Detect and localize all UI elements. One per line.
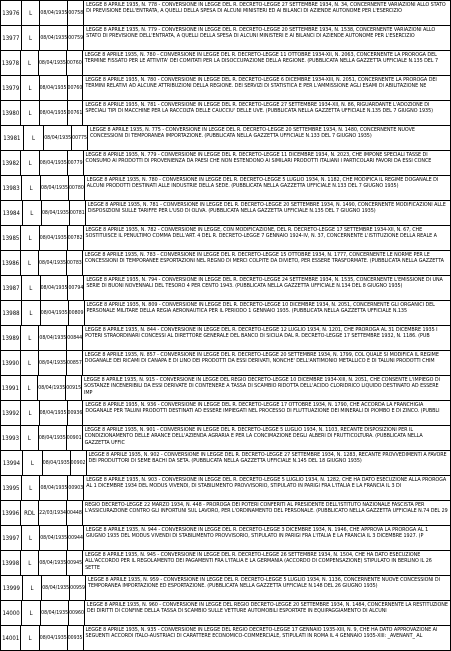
- act-type: [22, 276, 41, 300]
- table-row: [1, 351, 450, 376]
- act-description: [84, 626, 450, 650]
- act-type: [22, 26, 41, 50]
- record-date-text: 08/04/1935: [39, 235, 67, 241]
- act-type: [21, 251, 39, 275]
- act-description: [83, 51, 450, 75]
- act-code: [71, 451, 87, 475]
- act-code: [68, 476, 84, 500]
- record-num-text: 13986: [1, 259, 20, 267]
- act-date: [40, 401, 68, 425]
- record-code-text: 00960: [69, 610, 84, 616]
- act-type: [21, 501, 39, 525]
- act-date: [39, 426, 67, 450]
- act-code: [68, 101, 84, 125]
- record-num-text: 13995: [2, 484, 20, 492]
- act-code: [67, 326, 83, 350]
- record-type-text: L: [29, 34, 33, 42]
- record-text-text: LEGGE 8 APRILE 1935, N. 781 - CONVERSIONE IN LEGGE DEL R. DECRETO-LEGGE 20 SETTEMBRE 1934, N. 1490, CONCERNENTE MODIFICAZIONI ALLE DISPOSIZIONI SULLE TARIFFE PER L'USO DI OLIVA. (PUBBLICATA NELLA GAZZETTA UFFICIALE N.135 DEL 7 GIUGNO 1935): [87, 202, 446, 215]
- record-code-text: 00902: [70, 460, 86, 466]
- record-date-text: 08/04/1935: [39, 360, 66, 366]
- record-type-text: L: [28, 159, 32, 167]
- record-text-text: LEGGE 8 APRILE 1935, N. 844 - CONVERSIONE IN LEGGE DEL R. DECRETO-LEGGE 12 LUGLIO 1934, N. 1201, CHE PROROGA AL 31 DICEMBRE 1935 I POTERI STRAORDINARI CONCESSI AL DIRETTORE GENERALE DEL BANCO DI SICILIA DAL R. DECRETO-LEGGE 17 SETTEMBRE 1932, N. 1186. (PUB: [85, 327, 438, 340]
- record-code-text: 00781: [69, 210, 85, 216]
- act-code: [69, 176, 85, 200]
- act-type: [21, 401, 39, 425]
- act-description: [84, 476, 450, 500]
- act-code: [68, 226, 84, 250]
- record-num-text: 13978: [1, 59, 20, 67]
- act-date: [41, 176, 69, 200]
- record-type-text: L: [28, 84, 32, 92]
- table-row: [1, 51, 450, 76]
- record-type-text: L: [29, 309, 33, 317]
- record-date-text: 08/04/1935: [39, 85, 67, 91]
- table-row: [1, 1, 450, 26]
- record-number: [1, 501, 21, 525]
- record-number: [1, 101, 21, 125]
- act-type: [22, 526, 41, 550]
- act-description: [84, 1, 450, 25]
- record-type-text: L: [30, 209, 34, 217]
- act-type: [21, 351, 39, 375]
- table-row: [1, 101, 450, 126]
- act-code: [68, 626, 84, 650]
- record-text-text: REGIO DECRETO-LEGGE 22 MARZO 1934, N. 448 - PROROGA DEI POTERI CONFERITI AL PRESIDENTE DELL'ISTITUTO NAZIONALE FASCISTA PER L'ASSICURAZIONE CONTRO GLI INFORTUNI SUL LAVORO, PER L'ORDINAMENTO DEL PERSONALE. (PUBBLICATO NELLA GAZZETTA UFFICIALE N.74 DEL 29: [84, 502, 448, 515]
- record-type-text: L: [30, 584, 34, 592]
- record-code-text: 00782: [67, 235, 83, 241]
- record-number: [1, 1, 22, 25]
- act-date: [41, 601, 69, 625]
- record-type-text: L: [28, 259, 32, 267]
- table-row: [1, 126, 450, 151]
- record-number: [1, 176, 22, 200]
- act-code: [67, 501, 83, 525]
- record-num-text: 13979: [2, 84, 20, 92]
- record-number: [1, 551, 21, 575]
- record-code-text: 00935: [67, 635, 83, 641]
- act-code: [67, 51, 83, 75]
- record-number: [1, 326, 21, 350]
- act-date: [40, 226, 68, 250]
- act-description: [83, 351, 450, 375]
- act-date: [41, 276, 69, 300]
- record-num-text: 13980: [2, 109, 20, 117]
- table-row: [1, 301, 450, 326]
- record-date-text: 08/04/1935: [44, 135, 72, 141]
- record-num-text: 13990: [1, 359, 20, 367]
- record-text-text: LEGGE 8 APRILE 1935, N. 936 - CONVERSIONE IN LEGGE DEL R. DECRETO-LEGGE 17 OTTOBRE 1934, N. 1790, CHE ACCORDA LA FRANCHIGIA DOGANALE PER TALUNI PRODOTTI DESTINATI AD ESSERE IMPIEGATI NEL PROCESSO DI FLUTTUAZIONE DEI MINERALI DI PIOMBO E DI ZINCO. (PUBBLI: [85, 402, 440, 415]
- record-type-text: L: [28, 534, 32, 542]
- record-type-text: L: [30, 459, 34, 467]
- act-code: [68, 526, 84, 550]
- act-type: [22, 1, 41, 25]
- record-date-text: 08/04/1935: [39, 410, 67, 416]
- record-text-text: LEGGE 8 APRILE 1935, N. 783 - CONVERSIONE IN LEGGE DEL R. DECRETO-LEGGE 15 OTTOBRE 1934, N. 1777, CONCERNENTE LE NORME PER LE CONCESSIONI DI TEMPORANEE ESPORTAZIONI NEL REGNO DI MERCI COLPITE DA DIVIETO, PER ESSERE TRASFORMATE. (PUBBLICATA NELLA GAZZETTA: [84, 252, 444, 265]
- act-date: [40, 526, 68, 550]
- act-description: [86, 201, 450, 225]
- record-text-text: LEGGE 8 APRILE 1935, N. 780 - CONVERSIONE IN LEGGE DEL R. DECRETO-LEGGE 5 LUGLIO 1934, N. 1182, CHE MODIFICA IL REGIME DOGANALE DI ALCUNI PRODOTTI DESTINATI ALLE INDUSTRIE DELLA SEDE. (PUBBLICATA NELLA GAZZETTA UFFICIALE N.133 DEL 7 GIUGNO 1935): [86, 177, 439, 190]
- act-description: [85, 301, 451, 325]
- record-num-text: 13983: [2, 184, 20, 192]
- record-type-text: L: [28, 234, 32, 242]
- act-type: [21, 551, 39, 575]
- record-num-text: 13985: [2, 234, 20, 242]
- record-code-text: 00901: [66, 435, 82, 441]
- record-date-text: 08/04/1935: [38, 435, 66, 441]
- table-row: [1, 526, 450, 551]
- record-date-text: 08/04/1935: [39, 110, 67, 116]
- act-description: [84, 276, 450, 300]
- act-description: [87, 451, 450, 475]
- act-date: [39, 326, 67, 350]
- record-code-text: 00809: [68, 310, 84, 316]
- record-text-text: LEGGE 8 APRILE 1935, N. 945 - CONVERSIONE IN LEGGE DEL R. DECRETO-LEGGE 26 SETTEMBRE 1934, N. 1504, CHE HA DATO ESECUZIONE ALL'ACCORDO PER IL REGOLAMENTO DEI PAGAMENTI FRA L'ITALIA E LA GERMANIA (ACCORDO DI COMPENSAZIONE) STIPULATO IN BERLINO IL 26 SETTE: [85, 552, 432, 571]
- act-description: [83, 251, 450, 275]
- record-number: [1, 276, 22, 300]
- record-date-text: 08/04/1935: [40, 485, 68, 491]
- table-row: [1, 151, 450, 176]
- table-row: [1, 251, 450, 276]
- record-num-text: 13999: [2, 584, 20, 592]
- act-code: [68, 1, 84, 25]
- act-date: [40, 1, 68, 25]
- act-description: [84, 226, 450, 250]
- record-text-text: LEGGE 8 APRILE 1935, N. 857 - CONVERSIONE IN LEGGE DEL R. DECRETO-LEGGE 20 SETTEMBRE 1934, N. 1799, COL QUALE SI MODIFICA IL REGIME DOGANALE DEI RICAMI DI CANAPA E DI LINO DEI PRODOTTI DA ESSI DERIVATI, NONCHE' DELL'ANTIMONIO METALLICO E DI TALUNI PRODOTTI CHIM: [84, 352, 439, 365]
- record-date-text: 08/04/1935: [40, 35, 68, 41]
- table-row: [1, 276, 450, 301]
- record-number: [1, 626, 21, 650]
- act-type: [21, 226, 39, 250]
- table-row: [1, 601, 450, 626]
- record-text-text: LEGGE 8 APRILE 1935, N. 935 - CONVERSIONE IN LEGGE DEL REGIO DECRETO-LEGGE 17 GENNAIO 1935-XIII, N. 9, CHE HA DATO APPROVAZIONE AI SEGUENTI ACCORDI ITALO-AUSTRIACI DI CARATTERE ECONOMICO-COMMERCIALE, STIPULATI IN ROMA IL 4 GENNAIO 1935-XIII: _AVENANT_ AL: [85, 627, 438, 640]
- record-date-text: 08/04/1935: [42, 460, 70, 466]
- record-type-text: L: [28, 409, 32, 417]
- record-code-text: 00794: [68, 285, 84, 291]
- act-type: [24, 126, 44, 150]
- act-type: [22, 601, 41, 625]
- record-text-text: LEGGE 8 APRILE 1935, N. 775 - CONVERSIONE IN LEGGE DEL R. DECRETO-LEGGE 20 SETTEMBRE 1934, N. 1480, CONCERNENTE NUOVE CONCESSIONI DI TEMPORANEA IMPORTAZIONE. (PUBBLICATA NELLA GAZZETTA UFFICIALE N.133 DEL 7 GIUGNO 1935): [89, 127, 415, 140]
- table-row: [1, 401, 450, 426]
- record-number: [1, 151, 21, 175]
- record-text-text: LEGGE 8 APRILE 1935, N. 901 - CONVERSIONE IN LEGGE DEL R. DECRETO-LEGGE 5 LUGLIO 1934, N. 1103, RECANTE DISPOSIZIONI PER IL CONDIZIONAMENTO DELLE ARANCE DELL'AZIENDA AGRARIA E PER LA CONCIMAZIONE DEGLI ALBERI DI FRUTTICOLTURA. (PUBBLICATA NELLA GAZZETTA UFFIC: [84, 427, 423, 446]
- record-num-text: 13993: [1, 434, 20, 442]
- act-type: [21, 151, 39, 175]
- record-type-text: L: [29, 484, 33, 492]
- record-code-text: 00903: [68, 485, 84, 491]
- register-rows: [1, 1, 450, 650]
- record-number: [1, 376, 21, 400]
- record-code-text: 00775: [72, 135, 87, 141]
- record-code-text: 00936: [67, 410, 83, 416]
- act-date: [39, 551, 67, 575]
- record-num-text: 14001: [2, 634, 20, 642]
- record-number: [1, 476, 22, 500]
- act-date: [39, 51, 67, 75]
- record-date-text: 08/04/1935: [42, 585, 70, 591]
- act-date: [42, 576, 70, 600]
- record-type-text: RDL: [24, 509, 36, 517]
- record-text-text: LEGGE 8 APRILE 1935, N. 794 - CONVERSIONE IN LEGGE DEL R. DECRETO-LEGGE 24 SETTEMBRE 1934, N. 1535, CONCERNENTE L'EMISSIONE DI UNA SERIE DI BUONI NOVENNALI DEL TESORO 4 PER CENTO 1943. (PUBBLICATA NELLA GAZZETTA UFFICIALE N.134 DEL 8 GIUGNO 1935): [86, 277, 443, 290]
- record-code-text: 00760: [66, 60, 82, 66]
- act-date: [39, 501, 67, 525]
- record-text-text: LEGGE 8 APRILE 1935, N. 959 - CONVERSIONE IN LEGGE DEL R. DECRETO-LEGGE 5 LUGLIO 1934, N. 1136, CONCERNENTE NUOVE CONCESSIONI DI TEMPORANEA IMPORTAZIONE ED ESPORTAZIONE. (PUBBLICATA NELLA GAZZETTA UFFICIALE N.148 DEL 26 GIUGNO 1935): [87, 577, 440, 590]
- table-row: [1, 201, 450, 226]
- record-code-text: 00945: [67, 560, 83, 566]
- record-date-text: 08/04/1935: [41, 610, 69, 616]
- act-date: [40, 476, 68, 500]
- act-description: [85, 601, 450, 625]
- record-type-text: L: [31, 134, 35, 142]
- act-date: [44, 126, 72, 150]
- act-description: [84, 151, 450, 175]
- act-description: [83, 401, 450, 425]
- record-date-text: 08/04/1935: [38, 60, 66, 66]
- act-code: [68, 76, 84, 100]
- record-number: [1, 51, 21, 75]
- record-num-text: 13997: [2, 534, 20, 542]
- table-row: [1, 426, 450, 451]
- record-number: [1, 451, 23, 475]
- act-code: [72, 126, 88, 150]
- record-number: [1, 251, 21, 275]
- act-type: [21, 51, 39, 75]
- table-row: [1, 576, 450, 601]
- record-text-text: LEGGE 8 APRILE 1935, N. 809 - CONVERSIONE IN LEGGE DEL R. DECRETO-LEGGE 10 DICEMBRE 1934, N. 2051, CONCERNENTE GLI ORGANICI DEL PERSONALE MILITARE DELLA REGIA AERONAUTICA PER IL PERIODO 1 GENNAIO 1935. (PUBBLICATA NELLA GAZZETTA UFFICIALE N.135: [86, 302, 435, 315]
- record-date-text: 08/04/1935: [41, 185, 68, 191]
- record-num-text: 13994: [2, 459, 21, 467]
- record-text-text: LEGGE 8 APRILE 1935, N. 780 - CONVERSIONE IN LEGGE DEL R. DECRETO-LEGGE 6 DICEMBRE 1934-XIII, N. 2051, CONCERNENTE LA PROROGA DEI TERMINI RELATIVI AD ALCUNE ATTRIBUZIONI DELLA REGIONE. DEI SERVIZI DI STATISTICA E PER L'AMMISSIONE AGLI ESAMI DI ABILITAZIONE NE: [85, 77, 437, 90]
- record-date-text: 08/04/1935: [41, 210, 69, 216]
- act-type: [21, 76, 39, 100]
- act-description: [84, 26, 450, 50]
- record-type-text: L: [28, 359, 32, 367]
- record-type-text: L: [29, 609, 33, 617]
- table-row: [1, 26, 450, 51]
- record-text-text: LEGGE 8 APRILE 1935, N. 780 - CONVERSIONE IN LEGGE DEL R. DECRETO-LEGGE 11 OTTOBRE 1934-XII, N. 2063, CONCERNENTE LA PROROGA DEL TERMINE FISSATO PER LE ATTIVITA' DEI COMITATI PER LA DISOCCUPAZIONE DELLA REGIONE. (PUBBLICATA NELLA GAZZETTA UFFICIALE N.135 DEL 7: [84, 52, 438, 65]
- act-code: [66, 376, 82, 400]
- record-date-text: 22/03/1934: [39, 510, 67, 516]
- record-text-text: LEGGE 8 APRILE 1935, N. 779 - CONVERSIONE IN LEGGE DEL R. DECRETO-LEGGE 11 DICEMBRE 1934, N. 2023, CHE IMPONE SPECIALI TASSE DI CONSUMO AI PRODOTTI DI PROVENIENZA DA PAESI CHE NON ESTENDONO AI SIMILARI PRODOTTI ITALIANI I PARTICOLARI FAVORI DA ESSI CONCE: [85, 152, 432, 165]
- act-date: [40, 76, 68, 100]
- act-code: [67, 351, 83, 375]
- table-row: [1, 76, 450, 101]
- act-description: [85, 176, 450, 200]
- table-row: [1, 551, 450, 576]
- record-number: [1, 426, 21, 450]
- table-row: [1, 226, 450, 251]
- record-date-text: 08/04/1935: [39, 635, 67, 641]
- record-number: [1, 601, 22, 625]
- act-code: [68, 26, 84, 50]
- record-code-text: 00944: [68, 535, 83, 541]
- record-date-text: 08/04/1935: [39, 560, 67, 566]
- record-num-text: 14000: [2, 609, 20, 617]
- record-type-text: L: [28, 334, 32, 342]
- record-num-text: 13991: [1, 384, 19, 392]
- act-type: [22, 301, 41, 325]
- record-code-text: 00760: [67, 85, 83, 91]
- record-date-text: 08/04/1935: [40, 285, 68, 291]
- act-code: [70, 576, 86, 600]
- record-number: [1, 26, 22, 50]
- act-code: [68, 151, 84, 175]
- act-code: [70, 201, 86, 225]
- act-date: [40, 626, 68, 650]
- record-date-text: 08/04/1935: [38, 385, 66, 391]
- act-description: [83, 551, 450, 575]
- table-row: [1, 326, 450, 351]
- record-num-text: 13982: [2, 159, 20, 167]
- record-code-text: 00779: [67, 160, 83, 166]
- table-row: [1, 476, 450, 501]
- act-description: [83, 76, 450, 100]
- record-num-text: 13984: [2, 209, 20, 217]
- act-type: [22, 476, 41, 500]
- table-row: [1, 176, 450, 201]
- record-type-text: L: [29, 184, 33, 192]
- act-date: [38, 376, 66, 400]
- record-date-text: 08/04/1935: [40, 10, 68, 16]
- record-code-text: 00844: [67, 335, 83, 341]
- record-text-text: LEGGE 8 APRILE 1935, N. 944 - CONVERSIONE IN LEGGE DEL R. DECRETO-LEGGE 3 DICEMBRE 1934, N. 1946, CHE APPROVA LA PROROGA AL 1 GIUGNO 1935 DEL MODUS VIVENDI DI STABILIMENTO PROVVISORIO, STIPULATO IN PARIGI FRA L'ITALIA E LA FRANCIA IL 3 DICEMBRE 1927. (P: [85, 527, 429, 540]
- record-num-text: 13989: [2, 334, 20, 342]
- record-date-text: 08/04/1935: [39, 260, 66, 266]
- act-description: [82, 376, 450, 400]
- record-code-text: 00758: [68, 10, 84, 16]
- record-number: [1, 126, 24, 150]
- act-type: [21, 376, 39, 400]
- record-number: [1, 301, 22, 325]
- act-description: [83, 101, 450, 125]
- record-num-text: 13981: [3, 134, 21, 142]
- record-type-text: L: [29, 284, 33, 292]
- record-num-text: 13987: [2, 284, 20, 292]
- act-code: [69, 601, 85, 625]
- record-type-text: L: [27, 434, 31, 442]
- record-number: [1, 351, 21, 375]
- act-code: [68, 276, 84, 300]
- act-code: [69, 301, 85, 325]
- record-num-text: 13977: [2, 34, 20, 42]
- act-date: [40, 101, 68, 125]
- act-type: [23, 451, 43, 475]
- act-type: [21, 326, 39, 350]
- record-text-text: LEGGE 8 APRILE 1935, N. 778 - CONVERSIONE IN LEGGE DEL R. DECRETO-LEGGE 27 SETTEMBRE 1934, N. 34, CONCERNENTE VARIAZIONI ALLO STATO DI PREVISIONE DELL'ENTRATA, A QUELLI DELLA SPESA DI ALCUNI MINISTERI ED AI BILANCI DI AZIENDE AUTONOME PER L'ESERCIZIO: [86, 2, 446, 15]
- record-code-text: 00959: [70, 585, 85, 591]
- act-code: [67, 426, 83, 450]
- act-description: [83, 501, 450, 525]
- record-code-text: 00915: [66, 385, 82, 391]
- act-code: [67, 551, 83, 575]
- record-number: [1, 76, 21, 100]
- record-number: [1, 576, 23, 600]
- act-date: [39, 251, 67, 275]
- record-number: [1, 201, 23, 225]
- record-num-text: 13992: [2, 409, 20, 417]
- act-code: [67, 251, 83, 275]
- record-type-text: L: [27, 59, 31, 67]
- table-row: [1, 626, 450, 650]
- record-number: [1, 401, 21, 425]
- record-type-text: L: [28, 109, 32, 117]
- record-date-text: 08/04/1935: [40, 310, 68, 316]
- record-code-text: 00857: [66, 360, 82, 366]
- record-num-text: 13988: [2, 309, 20, 317]
- table-row: [1, 376, 450, 401]
- record-code-text: 00783: [66, 260, 82, 266]
- act-date: [43, 451, 71, 475]
- act-description: [83, 426, 450, 450]
- record-code-text: 00761: [67, 110, 83, 116]
- act-date: [40, 26, 68, 50]
- act-date: [39, 351, 67, 375]
- record-type-text: L: [28, 634, 32, 642]
- table-row: [1, 451, 450, 476]
- record-num-text: 13976: [2, 9, 20, 17]
- act-type: [22, 176, 41, 200]
- act-description: [84, 526, 450, 550]
- record-text-text: LEGGE 8 APRILE 1935, N. 960 - CONVERSIONE IN LEGGE DEL REGIO DECRETO-LEGGE 20 SETTEMBRE 1934, N. 1484, CONCERNENTE LA RESTITUZIONE DEI DIRITTI DI CONFINE DELLA TASSA DI SCAMBIO SULLE VETTURE AUTOMOBILI ESPORTATE IN EQUIPAGGIAMENTO DI ALCUNI: [86, 602, 448, 615]
- act-type: [21, 101, 39, 125]
- record-type-text: L: [28, 559, 32, 567]
- record-text-text: LEGGE 8 APRILE 1935, N. 902 - CONVERSIONE IN LEGGE DEL R. DECRETO-LEGGE 27 SETTEMBRE 1934, N. 1283, RECANTE PROVVEDIMENTI A FAVORE DEI PRODUTTORI DI SEME BACHI DA SETA. (PUBBLICATA NELLA GAZZETTA UFFICIALE N.145 DEL 18 GIUGNO 1935): [88, 452, 447, 465]
- record-date-text: 08/04/1935: [39, 335, 67, 341]
- record-text-text: LEGGE 8 APRILE 1935, N. 781 - CONVERSIONE IN LEGGE DEL R. DECRETO-LEGGE 27 SETTEMBRE 1934-XII, N. 86, RIGUARDANTE L'ADOZIONE DI SPECIALI TIPI DI MACCHINE PER LA RACCOLTA DELLE CAUCCIU' DELLE UVE. (PUBBLICATA NELLA GAZZETTA UFFICIALE N.135 DEL 7 GIUGNO 1935): [85, 102, 433, 115]
- record-date-text: 08/04/1935: [40, 535, 68, 541]
- act-type: [21, 426, 39, 450]
- record-type-text: L: [27, 384, 31, 392]
- act-date: [41, 301, 69, 325]
- act-description: [88, 126, 450, 150]
- act-description: [86, 576, 450, 600]
- act-code: [68, 401, 84, 425]
- record-type-text: L: [29, 9, 33, 17]
- act-type: [21, 626, 39, 650]
- record-code-text: 00780: [68, 185, 84, 191]
- record-text-text: LEGGE 8 APRILE 1935, N. 903 - CONVERSIONE IN LEGGE DEL R. DECRETO-LEGGE 5 LUGLIO 1934, N. 1282, CHE HA DATO ESECUZIONE ALLA PROROGA AL 1 DICEMBRE 1934 DEL MODUS VIVENDI, DI STABILIMENTO PROVVISORIO, STIPULATO IN PARIGI FRA L'ITALIA E LA FRANCIA IL 3 DI: [86, 477, 447, 490]
- record-number: [1, 526, 22, 550]
- record-text-text: LEGGE 8 APRILE 1935, N. 915 - CONVERSIONE IN LEGGE DEL REGIO DECRETO-LEGGE 10 DICEMBRE 1934-XIII, N. 2051, CHE CONSENTE L'IMPIEGO DI SOSTANZE INCENERIBILI DA ESSI DERIVATE DI CONTENERE A TASSA DI SCAMBIO RIDOTTA DELL'ACIDO CLORIDRICO LIQUIDO DESTINATO AD ESSERE IMP: [84, 377, 440, 396]
- record-code-text: 00759: [68, 35, 84, 41]
- act-date: [40, 151, 68, 175]
- act-type: [23, 201, 42, 225]
- record-text-text: LEGGE 8 APRILE 1935, N. 779 - CONVERSIONE IN LEGGE DEL R. DECRETO-LEGGE 20 SETTEMBRE 1934, N. 1538, CONCERNENTE VARIAZIONI ALLO STATO DI PREVISIONE DELL'ENTRATA, A QUELLI DELLA SPESA DI ALCUNI MINISTERI E AI BILANCI DI AZIENDE AUTONOME PER L'ESERCIZIO: [86, 27, 436, 40]
- record-code-text: 00448: [67, 510, 82, 516]
- act-type: [23, 576, 42, 600]
- record-num-text: 13998: [2, 559, 20, 567]
- record-date-text: 08/04/1935: [39, 160, 67, 166]
- act-date: [42, 201, 70, 225]
- table-row: [1, 501, 450, 526]
- record-number: [1, 226, 21, 250]
- act-description: [83, 326, 450, 350]
- record-text-text: LEGGE 8 APRILE 1935, N. 782 - CONVERSIONE IN LEGGE, CON MODIFICAZIONE, DEL R. DECRETO-LEGGE 17 SETTEMBRE 1934-XII, N. 67, CHE SOSTITUISCE IL PENULTIMO COMMA DELL'ART. 4 DEL R. DECRETO-LEGGE 7 GENNAIO 1924-IV, N. 37, CONCERNENTE L'ISTITUZIONE DELLA REALE A: [85, 227, 437, 240]
- record-num-text: 13996: [1, 509, 20, 517]
